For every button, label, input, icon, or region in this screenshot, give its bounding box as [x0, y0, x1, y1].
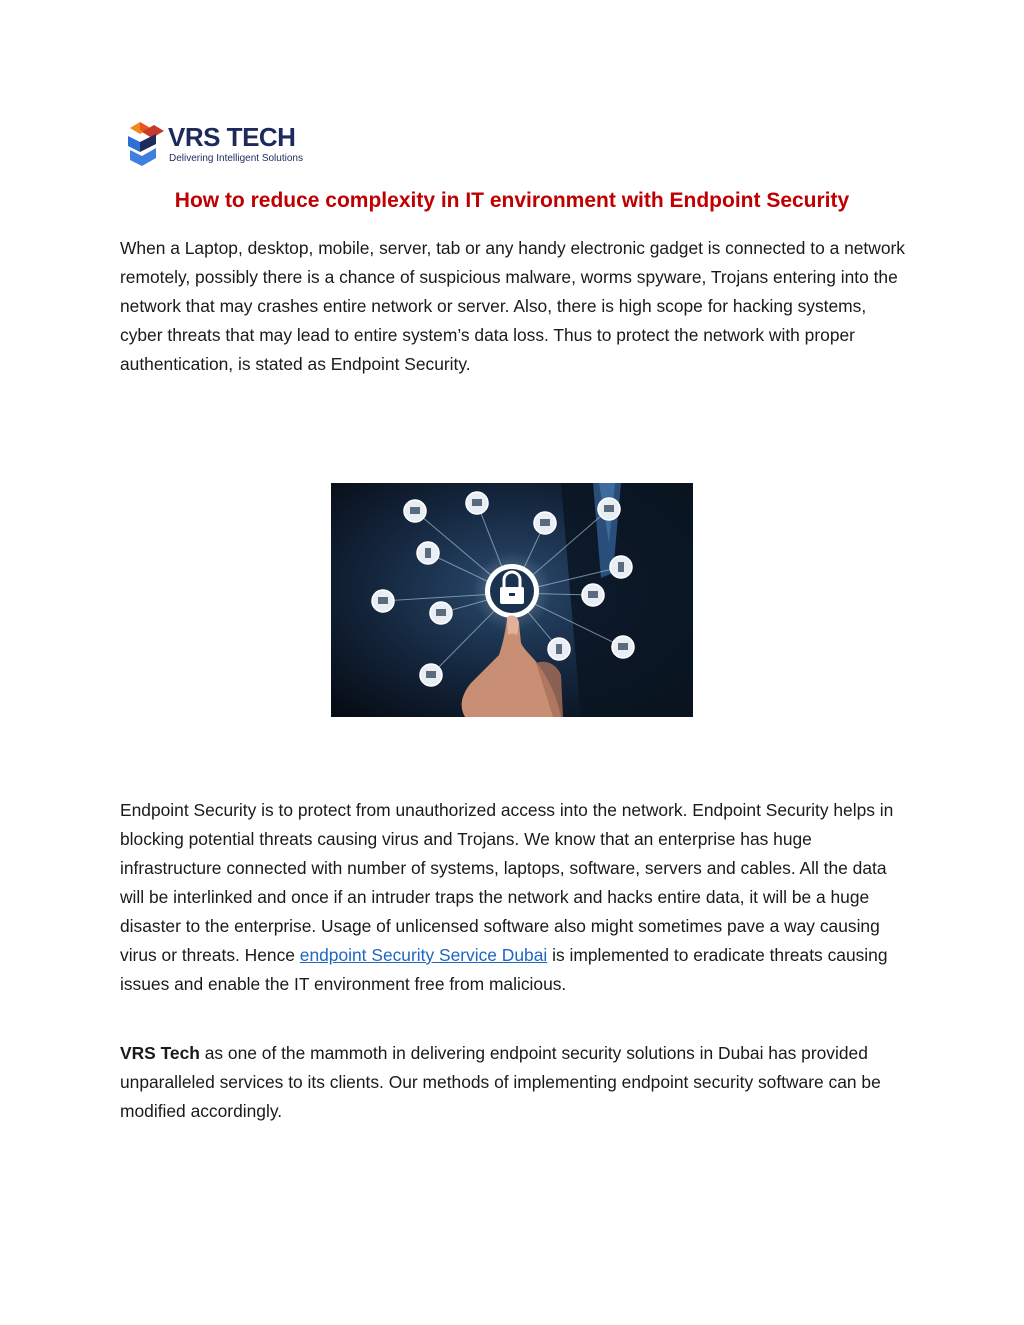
endpoint-paragraph-text: Endpoint Security is to protect from unauthorized access into the network. Endpoint Security helps in blocking potential threats causing virus and Trojans. We know that an enterprise has huge infrastructure connected with number of systems, laptops, software, servers and cables. All the data will be interlinked and once if an intruder traps the network and hacks entire data, it will be a huge disaster to the enterprise. Usage of unlicensed software also might sometimes pave a way causing virus or threats. Hence	[120, 800, 894, 965]
brand-tagline: Delivering Intelligent Solutions	[169, 153, 303, 164]
company-paragraph	[120, 1039, 910, 1126]
brand-logo	[126, 120, 306, 170]
logo-mark-icon	[126, 120, 166, 168]
intro-paragraph: When a Laptop, desktop, mobile, server, tab or any handy electronic gadget is connected to a network remotely, possibly there is a chance of suspicious malware, worms spyware, Trojans entering into the network that may crashes entire network or server. Also, there is high scope for hacking systems, cyber threats that may lead to entire system’s data loss. Thus to protect the network with proper authentication, is stated as Endpoint Security.	[120, 238, 905, 374]
endpoint-paragraph-text-end: is implemented to eradicate threats causing issues and enable the IT environment free from malicious.	[120, 945, 888, 994]
brand-name: VRS TECH	[168, 122, 296, 152]
endpoint-security-image	[331, 483, 693, 717]
page-title: How to reduce complexity in IT environment with Endpoint Security	[174, 189, 850, 212]
endpoint-paragraph	[120, 796, 910, 999]
endpoint-security-service-link[interactable]: endpoint Security Service Dubai	[299, 945, 548, 965]
company-name: VRS Tech	[120, 1043, 200, 1063]
company-paragraph-text: as one of the mammoth in delivering endpoint security solutions in Dubai has provided unparalleled services to its clients. Our methods of implementing endpoint security software can be modified accordingly.	[120, 1043, 881, 1121]
